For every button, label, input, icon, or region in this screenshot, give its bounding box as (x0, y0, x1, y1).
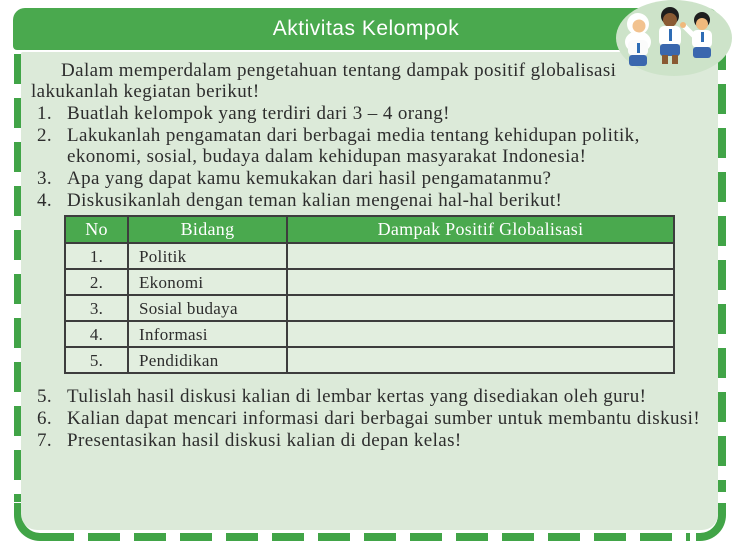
instruction-text: Lakukanlah pengamatan dari berbagai media tentang kehidupan politik, ekonomi, sosial, budaya dalam kehidupan masyarakat Indonesia! (67, 125, 640, 167)
row-bidang: Sosial budaya (128, 295, 287, 321)
table-row (65, 321, 674, 347)
row-dampak-empty (287, 321, 674, 347)
row-number: 3. (65, 295, 128, 321)
instruction-text: Buatlah kelompok yang terdiri dari 3 – 4 orang! (67, 103, 450, 124)
instruction-number: 6. (37, 408, 53, 429)
instruction-item-6 (31, 408, 704, 429)
instruction-text: Diskusikanlah dengan teman kalian mengenai hal-hal berikut! (67, 190, 563, 211)
instruction-item-4 (31, 190, 704, 211)
table-header-dampak: Dampak Positif Globalisasi (287, 216, 674, 243)
page-title: Aktivitas Kelompok (272, 17, 460, 40)
table-header-bidang: Bidang (128, 216, 287, 243)
instruction-number: 3. (37, 168, 53, 189)
table-header-no: No (65, 216, 128, 243)
row-bidang: Ekonomi (128, 269, 287, 295)
row-number: 5. (65, 347, 128, 373)
table-header-row (65, 216, 674, 243)
instruction-number: 2. (37, 125, 53, 146)
row-dampak-empty (287, 243, 674, 269)
dashed-border-bottom (42, 533, 690, 541)
table-row (65, 269, 674, 295)
row-dampak-empty (287, 347, 674, 373)
instruction-number: 5. (37, 386, 53, 407)
students-discussion-icon (602, 0, 732, 84)
row-bidang: Politik (128, 243, 287, 269)
instruction-number: 7. (37, 430, 53, 451)
instruction-number: 4. (37, 190, 53, 211)
instruction-item-7 (31, 430, 704, 451)
student-boy-middle (659, 7, 681, 64)
row-bidang: Pendidikan (128, 347, 287, 373)
students-illustration (602, 0, 732, 84)
instruction-item-3 (31, 168, 704, 189)
instruction-text: Kalian dapat mencari informasi dari berbagai sumber untuk membantu diskusi! (67, 408, 701, 429)
dashed-border-right (718, 40, 726, 492)
row-bidang: Informasi (128, 321, 287, 347)
instruction-item-1 (31, 103, 704, 124)
table-row (65, 295, 674, 321)
globalization-impact-table (64, 215, 675, 374)
intro-paragraph: Dalam memperdalam pengetahuan tentang dampak positif globalisasi lakukanlah kegiatan berikut! (31, 60, 617, 102)
row-number: 2. (65, 269, 128, 295)
instruction-text: Tulislah hasil diskusi kalian di lembar kertas yang disediakan oleh guru! (67, 386, 647, 407)
row-number: 4. (65, 321, 128, 347)
row-dampak-empty (287, 295, 674, 321)
instruction-item-5 (31, 386, 704, 407)
table-row (65, 347, 674, 373)
instruction-text: Presentasikan hasil diskusi kalian di depan kelas! (67, 430, 462, 451)
instruction-item-2 (31, 125, 704, 167)
row-number: 1. (65, 243, 128, 269)
content-panel (21, 52, 718, 530)
instruction-text: Apa yang dapat kamu kemukakan dari hasil pengamatanmu? (67, 168, 552, 189)
row-dampak-empty (287, 269, 674, 295)
instruction-number: 1. (37, 103, 53, 124)
table-row (65, 243, 674, 269)
